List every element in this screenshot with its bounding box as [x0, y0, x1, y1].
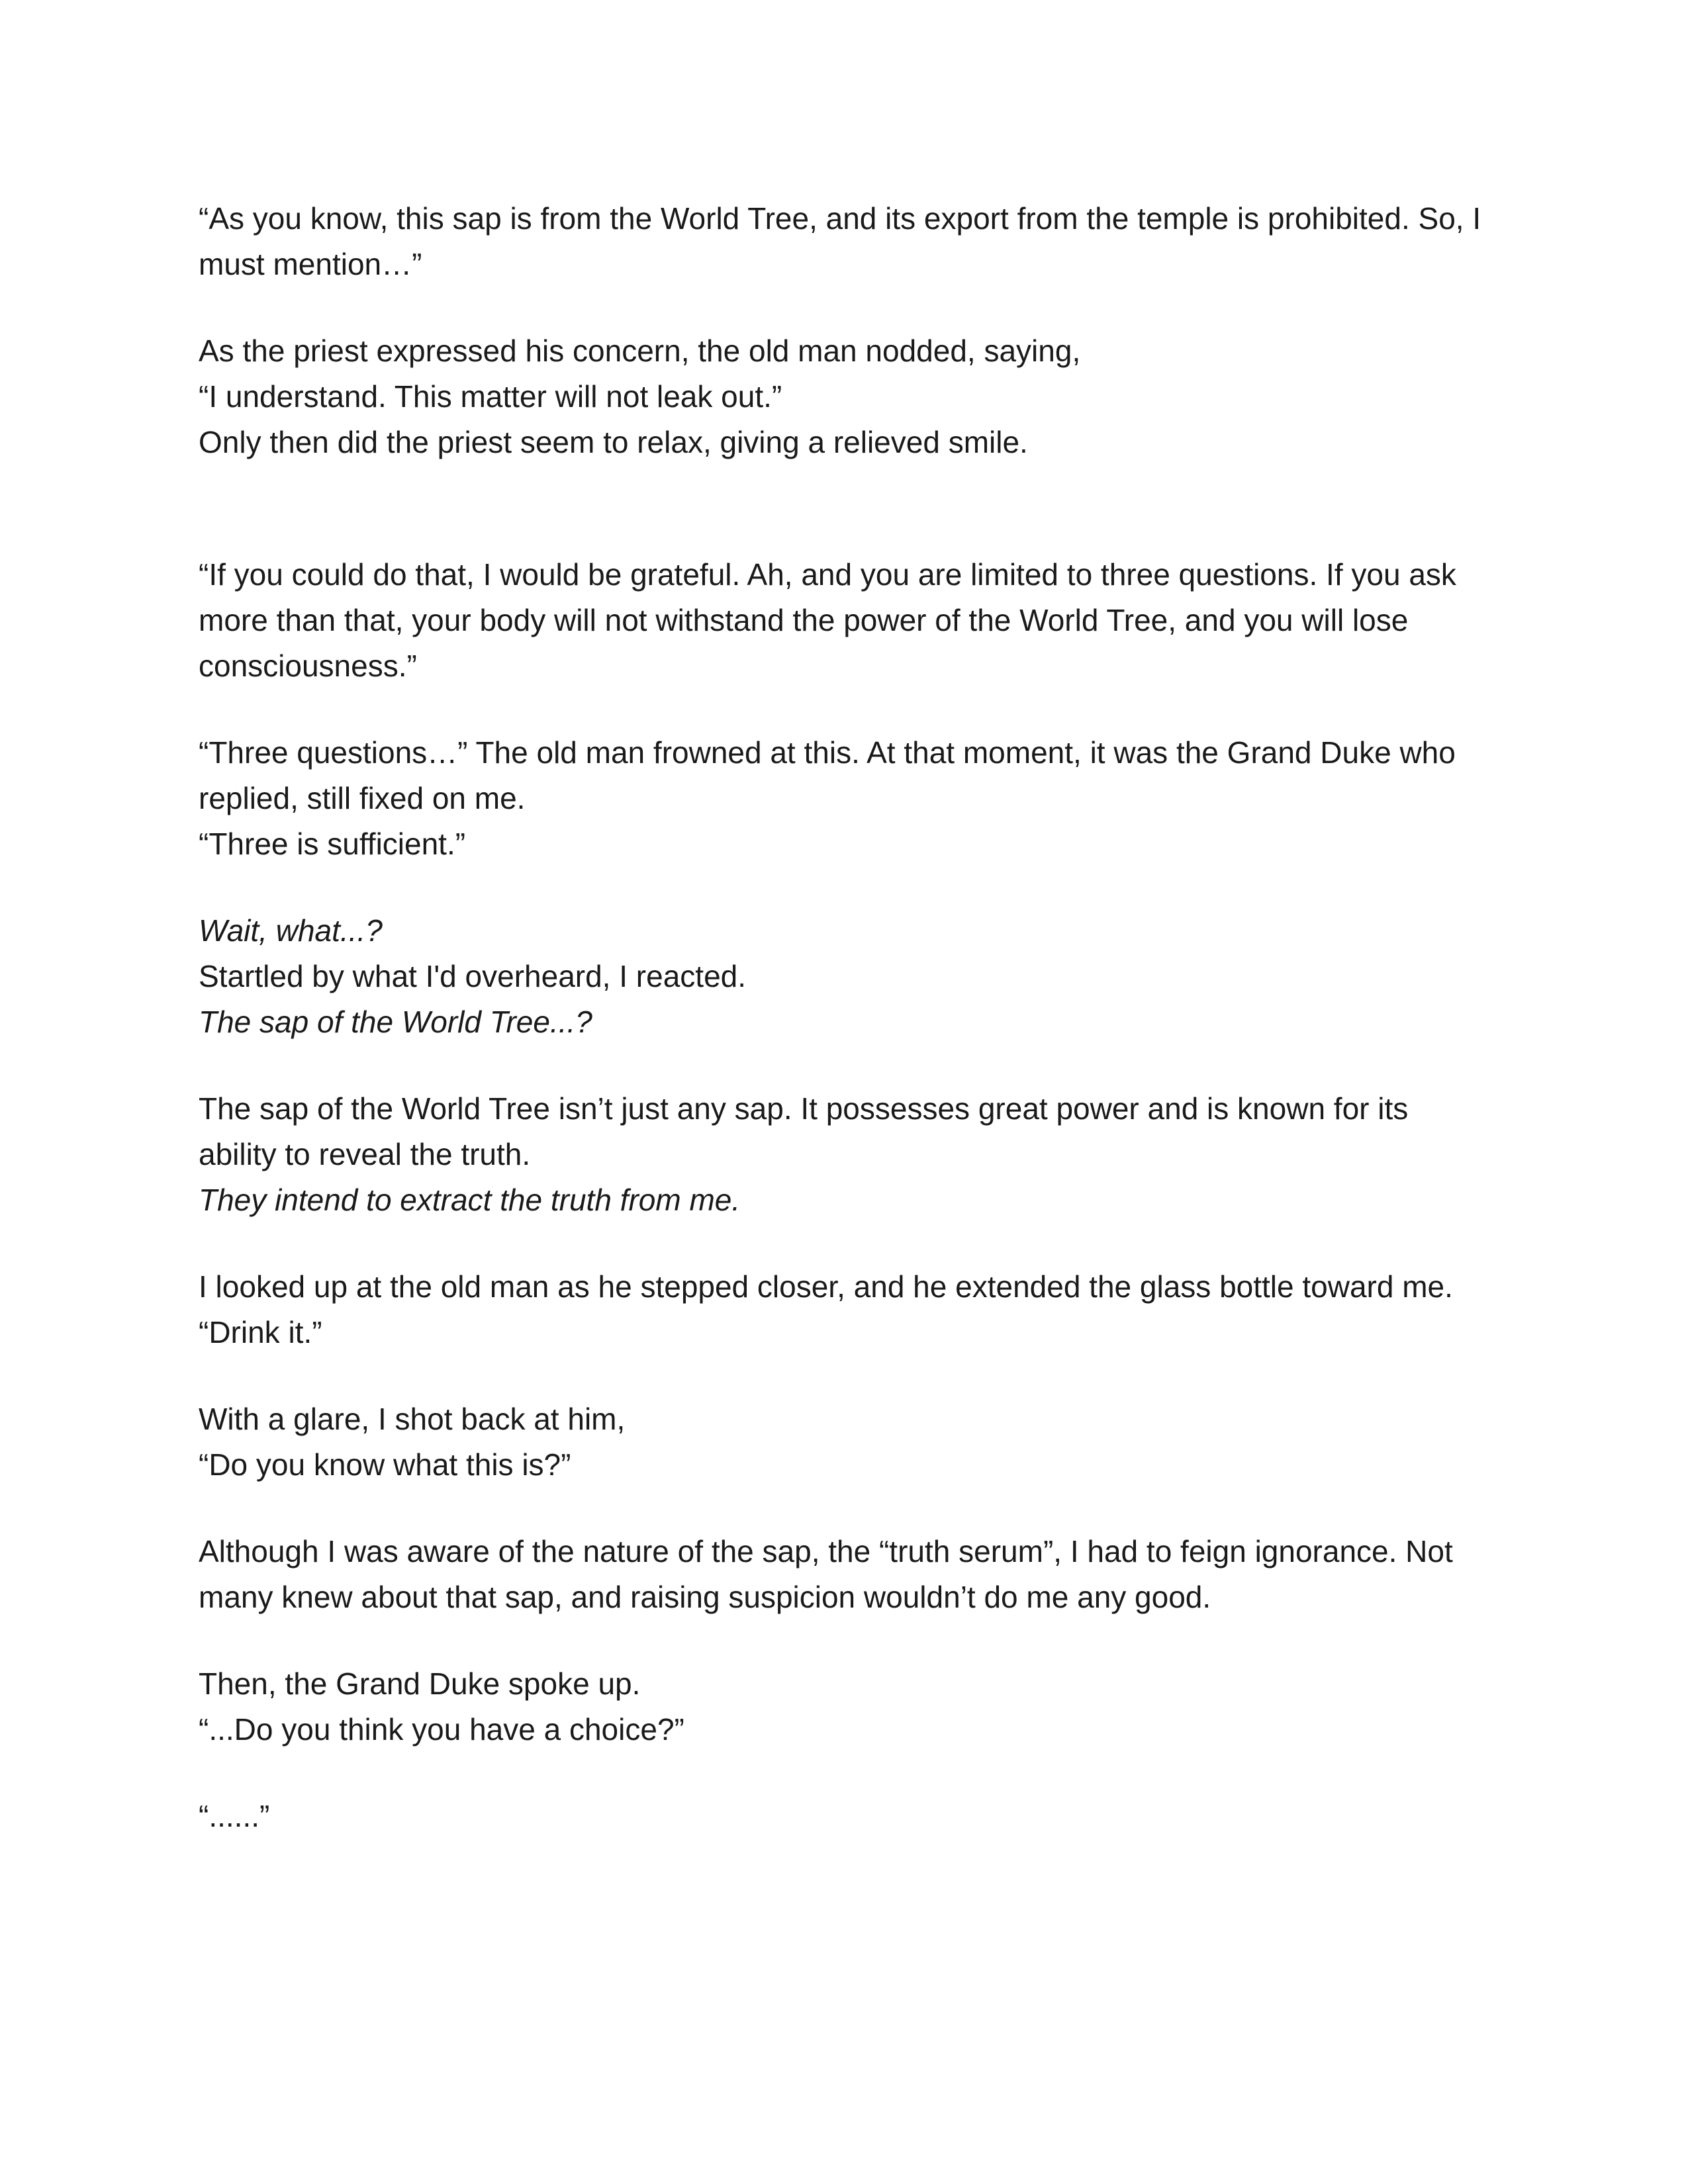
text-line: “Three questions…” The old man frowned at this. At that moment, it was the Grand Duke who replied, still fixed on me. [199, 735, 1464, 815]
text-line: “Three is sufficient.” [199, 827, 466, 861]
text-line: Although I was aware of the nature of the sap, the “truth serum”, I had to feign ignorance. Not many knew about that sap, and raising suspicion wouldn’t do me any good. [199, 1534, 1462, 1614]
paragraph [199, 328, 1489, 465]
text-line: “As you know, this sap is from the World Tree, and its export from the temple is prohibited. So, I must mention…” [199, 201, 1489, 281]
italic-text-line: They intend to extract the truth from me. [199, 1183, 741, 1217]
paragraph [199, 1661, 1489, 1752]
italic-text-line: Wait, what...? [199, 913, 383, 948]
text-line: As the priest expressed his concern, the old man nodded, saying, [199, 334, 1081, 368]
text-line: “...Do you think you have a choice?” [199, 1712, 684, 1747]
text-line: With a glare, I shot back at him, [199, 1402, 626, 1436]
paragraph [199, 1529, 1489, 1620]
paragraph [199, 552, 1489, 689]
text-line: “Drink it.” [199, 1315, 322, 1349]
paragraph [199, 196, 1489, 287]
text-line: “If you could do that, I would be grateful. Ah, and you are limited to three questions. If you ask more than that, your body will not withstand the power of the World Tree, and you will lose consciousness.” [199, 557, 1465, 683]
paragraph [199, 1264, 1489, 1355]
document-body [199, 196, 1489, 1880]
text-line: “Do you know what this is?” [199, 1447, 571, 1482]
italic-text-line: The sap of the World Tree...? [199, 1005, 592, 1039]
paragraph [199, 908, 1489, 1045]
text-line: Startled by what I'd overheard, I reacted. [199, 959, 747, 993]
paragraph [199, 1396, 1489, 1488]
text-line: Only then did the priest seem to relax, giving a relieved smile. [199, 425, 1028, 459]
text-line: Then, the Grand Duke spoke up. [199, 1666, 641, 1701]
text-line: “I understand. This matter will not leak out.” [199, 379, 782, 414]
paragraph [199, 1794, 1489, 1839]
paragraph [199, 1086, 1489, 1223]
paragraph [199, 730, 1489, 867]
text-line: The sap of the World Tree isn’t just any sap. It possesses great power and is known for its ability to reveal the truth. [199, 1091, 1417, 1171]
text-line: “......” [199, 1799, 270, 1833]
text-line: I looked up at the old man as he stepped closer, and he extended the glass bottle toward me. [199, 1269, 1453, 1304]
